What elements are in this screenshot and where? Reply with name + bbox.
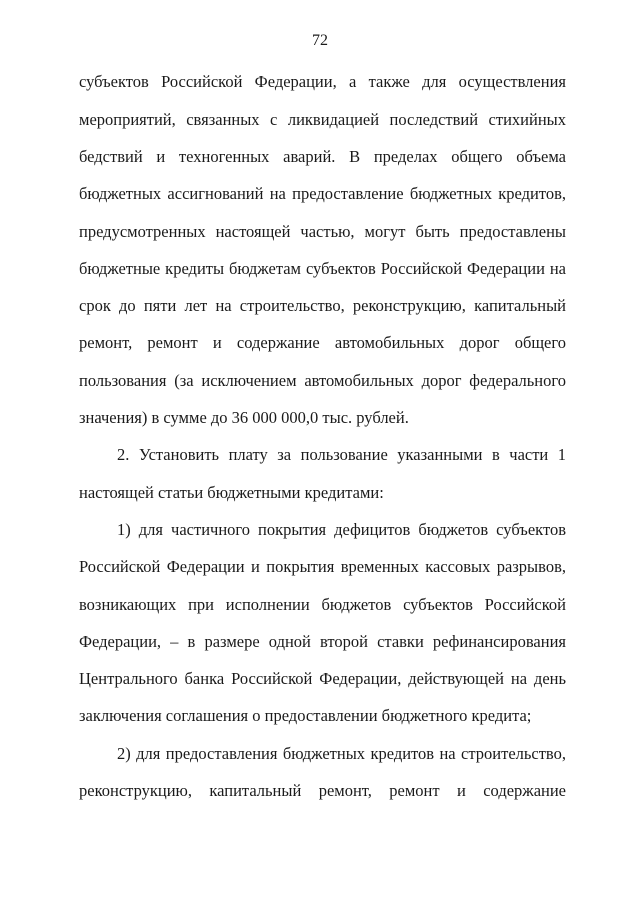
text-line: значения) в сумме до 36 000 000,0 тыс. рублей. — [79, 408, 409, 427]
text-line: 2) для предоставления бюджетных кредитов на строительство, — [117, 744, 566, 763]
text-line: 1) для частичного покрытия дефицитов бюджетов субъектов — [117, 520, 566, 539]
page-number: 72 — [312, 32, 328, 49]
text-line: Федерации, – в размере одной второй ставки рефинансирования — [79, 632, 566, 651]
text-line: настоящей статьи бюджетными кредитами: — [79, 483, 384, 502]
text-line: мероприятий, связанных с ликвидацией последствий стихийных — [79, 110, 566, 129]
text-line: пользования (за исключением автомобильных дорог федерального — [79, 371, 566, 390]
text-line: возникающих при исполнении бюджетов субъектов Российской — [79, 595, 566, 614]
text-line: ремонт, ремонт и содержание автомобильных дорог общего — [79, 333, 566, 352]
text-line: заключения соглашения о предоставлении бюджетного кредита; — [79, 706, 532, 725]
text-line: Российской Федерации и покрытия временных кассовых разрывов, — [79, 557, 566, 576]
text-line: субъектов Российской Федерации, а также для осуществления — [79, 72, 566, 91]
text-line: предусмотренных настоящей частью, могут быть предоставлены — [79, 222, 566, 241]
text-line: Центрального банка Российской Федерации, действующей на день — [79, 669, 566, 688]
text-line: бедствий и техногенных аварий. В пределах общего объема — [79, 147, 566, 166]
text-line: срок до пяти лет на строительство, реконструкцию, капитальный — [79, 296, 566, 315]
text-line: 2. Установить плату за пользование указанными в части 1 — [117, 445, 566, 464]
text-line: бюджетных ассигнований на предоставление бюджетных кредитов, — [79, 184, 566, 203]
text-line: реконструкцию, капитальный ремонт, ремонт и содержание — [79, 781, 566, 800]
text-line: бюджетные кредиты бюджетам субъектов Российской Федерации на — [79, 259, 566, 278]
